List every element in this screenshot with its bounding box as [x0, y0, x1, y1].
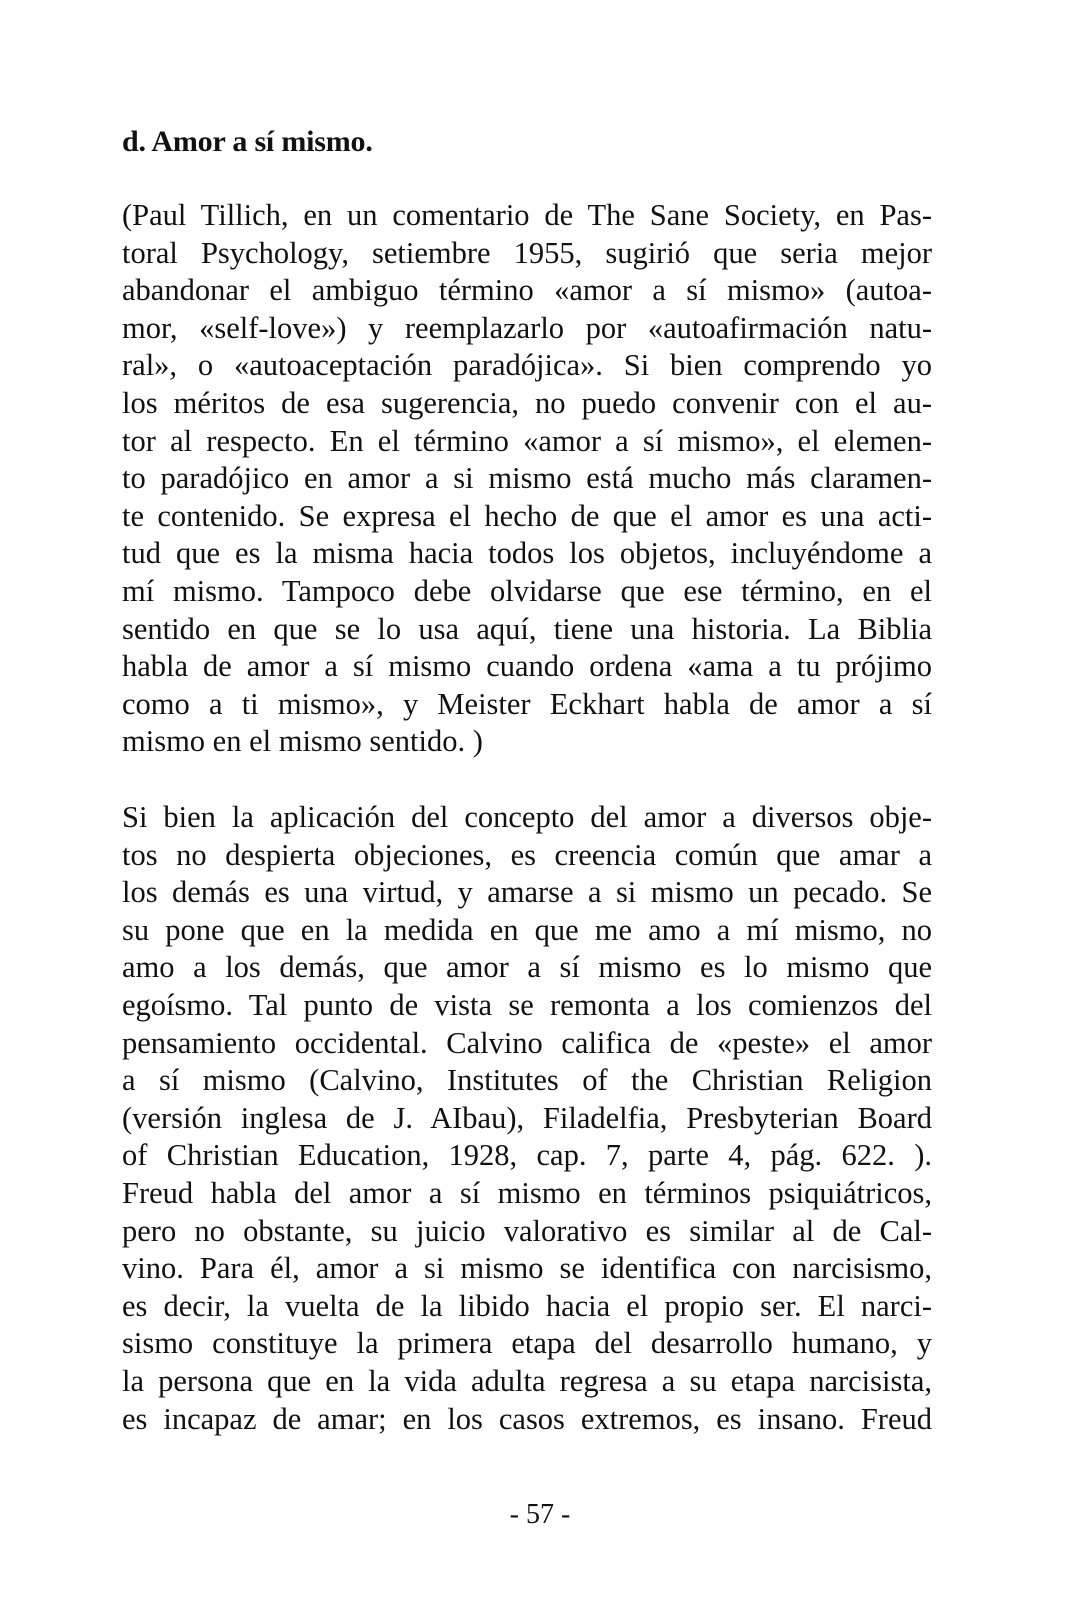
- text-line: tor al respecto. En el término «amor a sí mismo», el elemen-: [122, 423, 932, 458]
- text-line: Si bien la aplicación del concepto del amor a diversos obje-: [122, 800, 932, 834]
- page-number: - 57 -: [509, 1499, 571, 1530]
- text-line: sentido en que se lo usa aquí, tiene una historia. La Biblia: [122, 611, 932, 646]
- text-line: sismo constituye la primera etapa del desarrollo humano, y: [122, 1326, 932, 1361]
- text-line: su pone que en la medida en que me amo a mí mismo, no: [122, 912, 932, 947]
- text-line: es decir, la vuelta de la libido hacia el propio ser. El narci-: [122, 1288, 932, 1323]
- text-line: Freud habla del amor a sí mismo en términos psiquiátricos,: [122, 1175, 932, 1210]
- text-line: tos no despierta objeciones, es creencia común que amar a: [122, 837, 932, 872]
- paragraph-tillich-note: [122, 197, 932, 761]
- text-line: los méritos de esa sugerencia, no puedo convenir con el au-: [122, 385, 932, 420]
- text-line: es incapaz de amar; en los casos extremos, es insano. Freud: [122, 1401, 932, 1436]
- text-line: a sí mismo (Calvino, Institutes of the Christian Religion: [122, 1063, 932, 1098]
- text-line: la persona que en la vida adulta regresa a su etapa narcisista,: [122, 1363, 932, 1398]
- text-line: habla de amor a sí mismo cuando ordena «ama a tu prójimo: [122, 649, 932, 684]
- paragraph-self-love-body: [122, 799, 932, 1438]
- text-line: abandonar el ambiguo término «amor a sí mismo» (autoa-: [122, 273, 932, 308]
- text-line: toral Psychology, setiembre 1955, sugirió que seria mejor: [122, 235, 932, 270]
- text-line: to paradójico en amor a si mismo está mucho más claramen-: [122, 461, 932, 496]
- text-line: egoísmo. Tal punto de vista se remonta a los comienzos del: [122, 987, 932, 1022]
- text-line: pensamiento occidental. Calvino califica de «peste» el amor: [122, 1025, 932, 1060]
- text-line: (Paul Tillich, en un comentario de The Sane Society, en Pas-: [122, 198, 932, 232]
- text-line: ral», o «autoaceptación paradójica». Si bien comprendo yo: [122, 348, 932, 383]
- text-line: (versión inglesa de J. AIbau), Filadelfia, Presbyterian Board: [122, 1100, 932, 1135]
- text-line: vino. Para él, amor a si mismo se identifica con narcisismo,: [122, 1251, 932, 1286]
- text-line: mí mismo. Tampoco debe olvidarse que ese término, en el: [122, 573, 932, 608]
- section-heading: d. Amor a sí mismo.: [122, 125, 373, 158]
- text-line: te contenido. Se expresa el hecho de que el amor es una acti-: [122, 498, 932, 533]
- text-line: amo a los demás, que amor a sí mismo es lo mismo que: [122, 950, 932, 985]
- text-line: mor, «self-love») y reemplazarlo por «autoafirmación natu-: [122, 310, 932, 345]
- text-line: como a ti mismo», y Meister Eckhart habla de amor a sí: [122, 686, 932, 721]
- text-line: of Christian Education, 1928, cap. 7, parte 4, pág. 622. ).: [122, 1138, 932, 1173]
- text-line: tud que es la misma hacia todos los objetos, incluyéndome a: [122, 536, 932, 571]
- text-line: mismo en el mismo sentido. ): [122, 724, 483, 759]
- text-line: pero no obstante, su juicio valorativo es similar al de Cal-: [122, 1213, 932, 1248]
- text-line: los demás es una virtud, y amarse a si mismo un pecado. Se: [122, 875, 932, 910]
